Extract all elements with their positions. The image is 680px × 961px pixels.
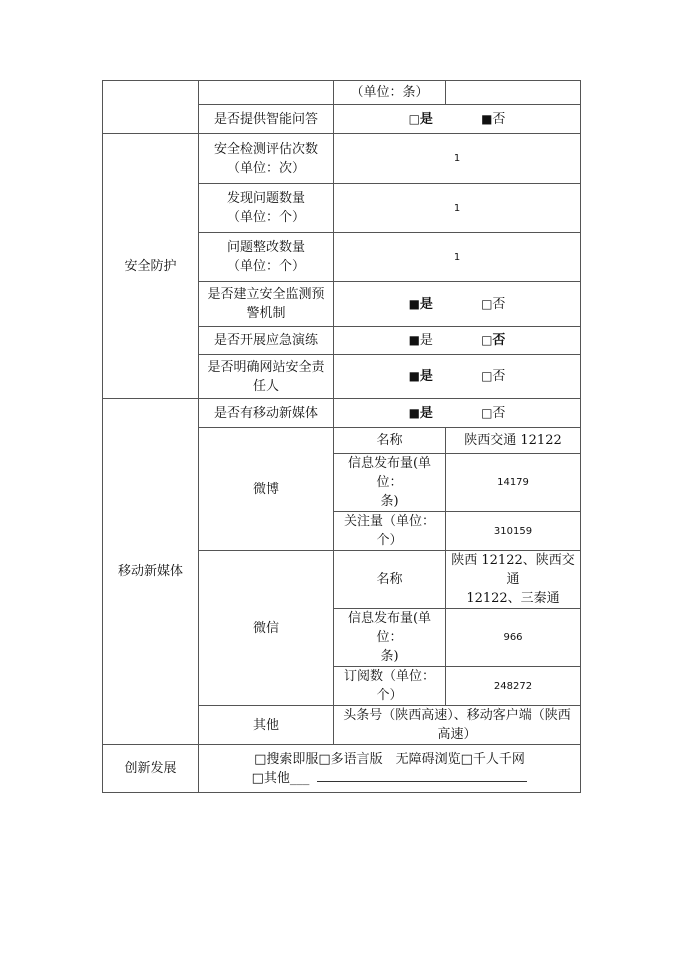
innovation-line-1: □搜索即服□多语言版 无障碍浏览□千人千网 <box>254 751 525 767</box>
found-label: 发现问题数量 （单位：个） <box>199 184 334 233</box>
option-no: □否 <box>481 405 506 421</box>
monitor-options <box>334 282 581 327</box>
weibo-name-label: 名称 <box>334 428 446 454</box>
fixed-value: 1 <box>334 233 581 282</box>
weibo-label: 微博 <box>199 428 334 551</box>
weixin-posts-label: 信息发布量(单位： 条) <box>334 609 446 667</box>
weixin-read-label: 订阅数（单位：个） <box>334 667 446 706</box>
weibo-posts-label: 信息发布量(单位： 条) <box>334 454 446 512</box>
eval-label: 安全检测评估次数 （单位：次） <box>199 134 334 184</box>
option-yes: ■是 <box>408 369 433 384</box>
smart-qa-label: 是否提供智能问答 <box>199 105 334 134</box>
section-innovation: 创新发展 <box>103 745 199 793</box>
innovation-options <box>199 745 581 793</box>
media-has-label: 是否有移动新媒体 <box>199 399 334 428</box>
empty-cell <box>199 81 334 105</box>
weixin-read-value: 248272 <box>446 667 581 706</box>
drill-options <box>334 327 581 355</box>
option-yes: □是 <box>408 111 433 127</box>
table-row <box>103 81 581 105</box>
monitor-label: 是否建立安全监测预 警机制 <box>199 282 334 327</box>
found-value: 1 <box>334 184 581 233</box>
other-media-label: 其他 <box>199 706 334 745</box>
fill-in-blank <box>317 769 527 782</box>
option-yes: ■是 <box>408 296 433 312</box>
empty-cell <box>446 81 581 105</box>
report-table <box>102 80 581 793</box>
option-yes: ■是 <box>408 333 433 348</box>
option-no: □否 <box>481 296 506 312</box>
table-row <box>103 399 581 428</box>
weibo-follow-label: 关注量（单位：个） <box>334 512 446 551</box>
media-has-options <box>334 399 581 428</box>
option-yes: ■是 <box>408 405 433 421</box>
option-no: □否 <box>481 369 506 384</box>
weibo-follow-value: 310159 <box>446 512 581 551</box>
fixed-label: 问题整改数量 （单位：个） <box>199 233 334 282</box>
other-media-value: 头条号（陕西高速）、移动客户端（陕西 高速） <box>334 706 581 745</box>
weixin-name-label: 名称 <box>334 551 446 609</box>
owner-options <box>334 355 581 399</box>
weibo-name-value: 陕西交通 12122 <box>446 428 581 454</box>
smart-qa-options <box>334 105 581 134</box>
weixin-label: 微信 <box>199 551 334 706</box>
empty-cell <box>103 81 199 134</box>
owner-label: 是否明确网站安全责 任人 <box>199 355 334 399</box>
innovation-line-2: □其他___ <box>202 769 577 788</box>
weibo-posts-value: 14179 <box>446 454 581 512</box>
option-no: ■否 <box>481 111 506 127</box>
unit-cell: （单位：条） <box>334 81 446 105</box>
weixin-posts-value: 966 <box>446 609 581 667</box>
drill-label: 是否开展应急演练 <box>199 327 334 355</box>
eval-value: 1 <box>334 134 581 184</box>
section-security: 安全防护 <box>103 134 199 399</box>
table-row <box>103 134 581 184</box>
option-no: □否 <box>481 333 506 348</box>
table-row <box>103 745 581 793</box>
weixin-name-value: 陕西 12122、陕西交通 12122、三秦通 <box>446 551 581 609</box>
section-media: 移动新媒体 <box>103 399 199 745</box>
